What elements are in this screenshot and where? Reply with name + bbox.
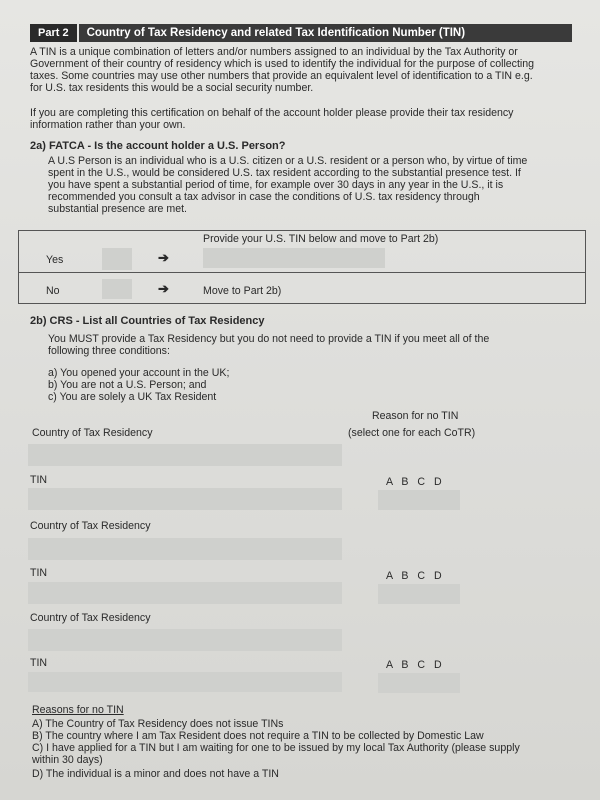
no-instruction: Move to Part 2b) (203, 285, 282, 297)
country-input-2[interactable] (28, 538, 342, 560)
reason-item: A) The Country of Tax Residency does not issue TINs (32, 718, 284, 730)
crs-condition: c) You are solely a UK Tax Resident (48, 391, 217, 403)
reason-item: within 30 days) (32, 754, 103, 766)
no-checkbox[interactable] (102, 279, 132, 299)
crs-condition: b) You are not a U.S. Person; and (48, 379, 207, 391)
part-header (30, 24, 572, 42)
behalf-line: information rather than your own. (30, 119, 186, 131)
no-label: No (46, 285, 60, 297)
reason-item: C) I have applied for a TIN but I am waiting for one to be issued by my local Tax Authority (please supply (32, 742, 520, 754)
intro-line: for U.S. tax residents this would be a social security number. (30, 82, 314, 94)
yes-checkbox[interactable] (102, 248, 132, 270)
fatca-heading: 2a) FATCA - Is the account holder a U.S. Person? (30, 140, 286, 152)
fatca-line: substantial presence are met. (48, 203, 187, 215)
fatca-line: A U.S Person is an individual who is a U.S. citizen or a U.S. resident or a person who, by virtue of time (48, 155, 528, 167)
reason-item: B) The country where I am Tax Resident does not require a TIN to be collected by Domestic Law (32, 730, 484, 742)
reasons-title: Reasons for no TIN (32, 704, 124, 716)
arrow-right-icon: ➔ (158, 250, 169, 265)
fatca-line: recommended you consult a tax advisor in case the conditions of U.S. tax residency through (48, 191, 480, 203)
tin-input-3[interactable] (28, 672, 342, 692)
part-tag: Part 2 (30, 24, 79, 42)
arrow-right-icon: ➔ (158, 281, 169, 296)
fatca-line: you have spent a substantial period of time, for example over 30 days in any year in the U.S., it is (48, 179, 504, 191)
reason-item: D) The individual is a minor and does not have a TIN (32, 768, 279, 780)
fatca-line: spent in the U.S., would be considered U.S. tax resident according to the substantial presence test. If (48, 167, 521, 179)
country-input-1[interactable] (28, 444, 342, 466)
crs-line: following three conditions: (48, 345, 170, 357)
intro-line: A TIN is a unique combination of letters and/or numbers assigned to an individual by the Tax Authority or (30, 46, 518, 58)
reason-box-2[interactable] (378, 584, 460, 604)
table-divider (19, 272, 585, 273)
reason-box-1[interactable] (378, 490, 460, 510)
country-label: Country of Tax Residency (30, 612, 151, 624)
yes-instruction: Provide your U.S. TIN below and move to Part 2b) (203, 233, 439, 245)
country-label: Country of Tax Residency (30, 520, 151, 532)
tin-label: TIN (30, 567, 48, 579)
crs-heading: 2b) CRS - List all Countries of Tax Residency (30, 315, 265, 327)
yes-label: Yes (46, 254, 64, 266)
reason-options-1[interactable]: A B C D (386, 476, 442, 488)
tin-input-1[interactable] (28, 488, 342, 510)
reason-header: Reason for no TIN (372, 410, 459, 422)
tin-label: TIN (30, 474, 48, 486)
reason-header-sub: (select one for each CoTR) (348, 427, 476, 439)
reason-options-2[interactable]: A B C D (386, 570, 442, 582)
intro-line: Government of their country of residency which is used to identify the individual for the purpose of collecting (30, 58, 535, 70)
tin-label: TIN (30, 657, 48, 669)
tin-input-2[interactable] (28, 582, 342, 604)
reason-box-3[interactable] (378, 673, 460, 693)
country-label: Country of Tax Residency (32, 427, 153, 439)
behalf-line: If you are completing this certification on behalf of the account holder please provide their tax residency (30, 107, 514, 119)
us-tin-input[interactable] (203, 248, 385, 268)
country-input-3[interactable] (28, 629, 342, 651)
crs-line: You MUST provide a Tax Residency but you do not need to provide a TIN if you meet all of the (48, 333, 490, 345)
part-title: Country of Tax Residency and related Tax Identification Number (TIN) (86, 27, 466, 39)
crs-condition: a) You opened your account in the UK; (48, 367, 230, 379)
reason-options-3[interactable]: A B C D (386, 659, 442, 671)
intro-line: taxes. Some countries may use other numbers that provide an equivalent level of identification to a TIN e.g. (30, 70, 533, 82)
